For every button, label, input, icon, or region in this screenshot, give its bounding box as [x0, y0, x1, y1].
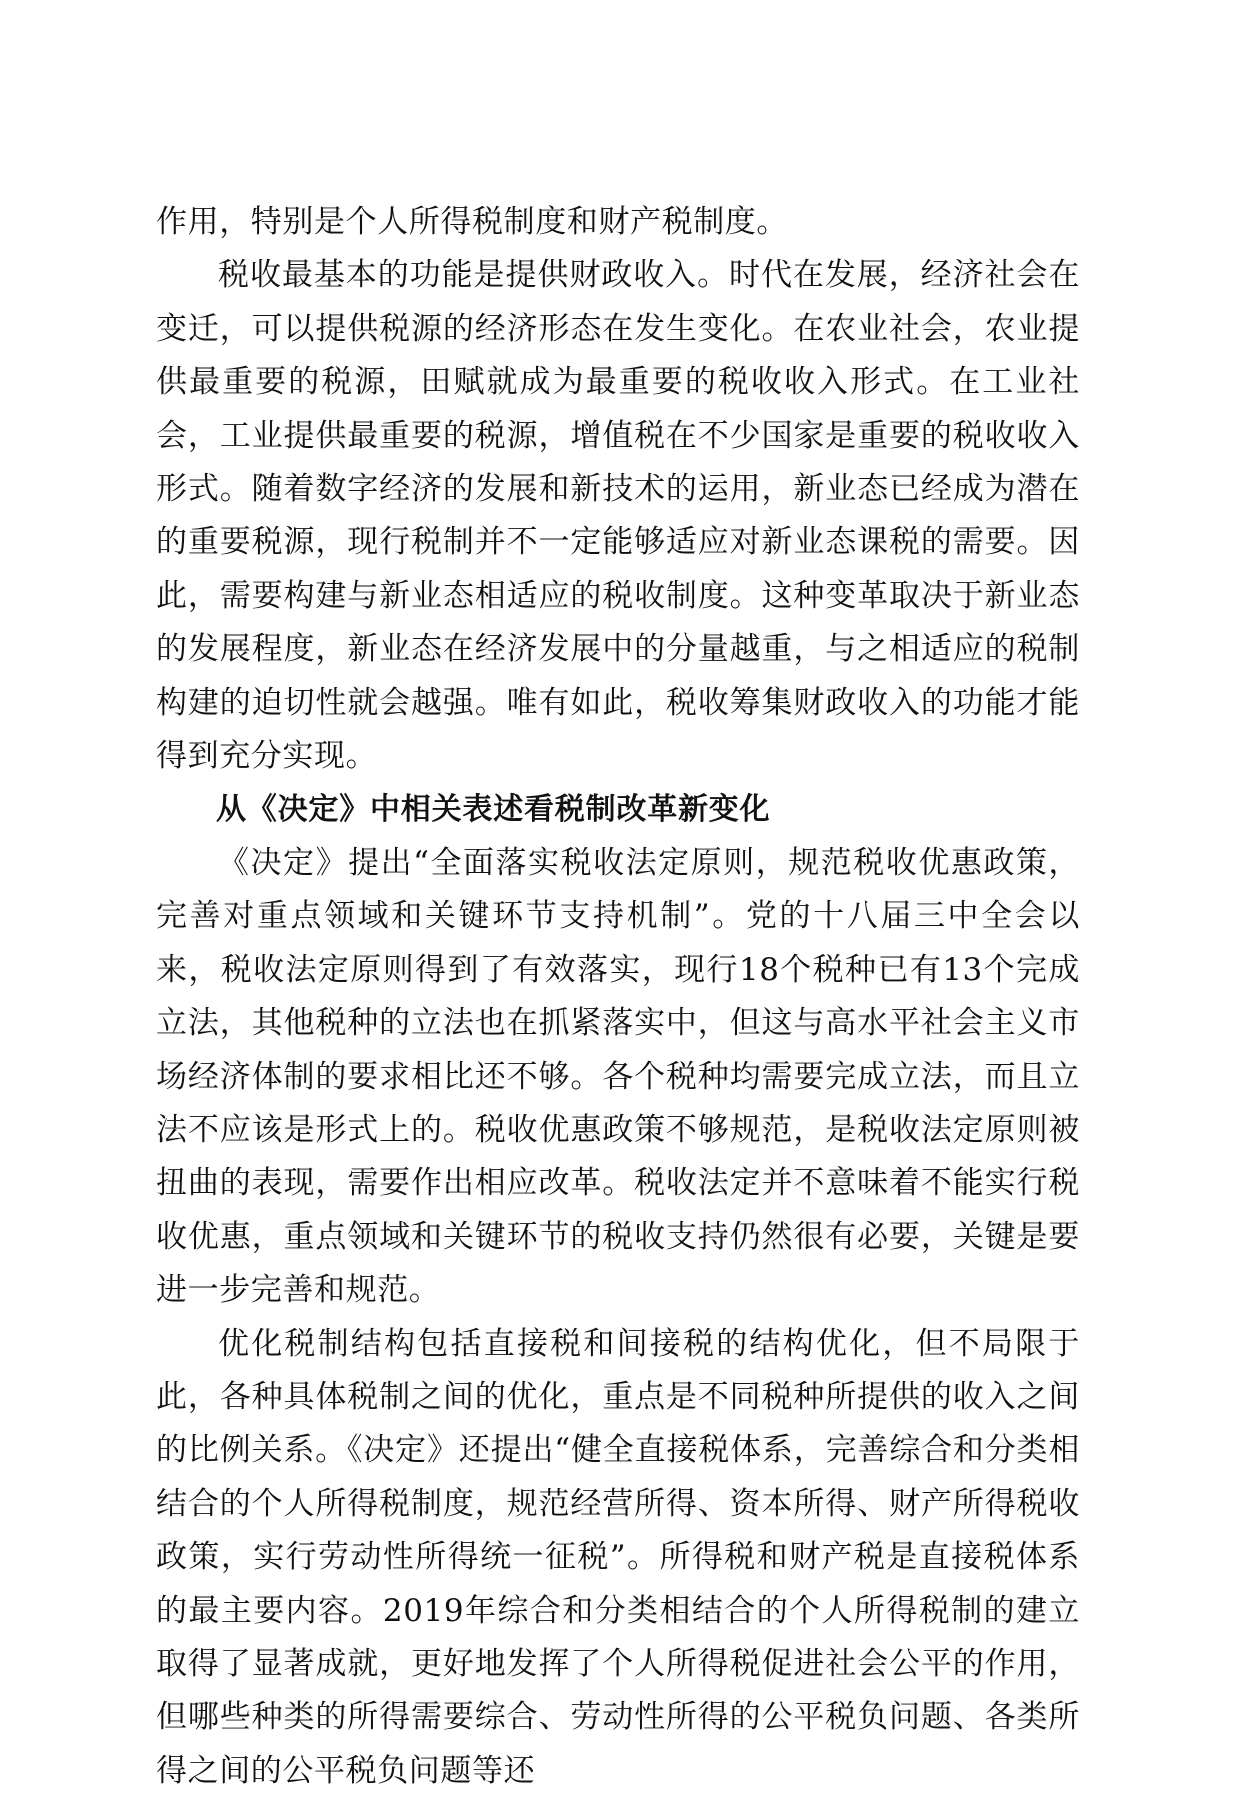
article-body: [156, 196, 1080, 1798]
paragraph-tax-structure: 优化税制结构包括直接税和间接税的结构优化，但不局限于此，各种具体税制之间的优化，重点是不同税种所提供的收入之间的比例关系。《决定》还提出“健全直接税体系，完善综合和分类相结合的个人所得税制度，规范经营所得、资本所得、财产所得税收政策，实行劳动性所得统一征税”。所得税和财产税是直接税体系的最主要内容。2019年综合和分类相结合的个人所得税制的建立取得了显著成就，更好地发挥了个人所得税促进社会公平的作用，但哪些种类的所得需要综合、劳动性所得的公平税负问题、各类所得之间的公平税负问题等还: [156, 1325, 1080, 1789]
paragraph-tax-legality: 《决定》提出“全面落实税收法定原则，规范税收优惠政策，完善对重点领域和关键环节支持机制”。党的十八届三中全会以来，税收法定原则得到了有效落实，现行18个税种已有13个完成立法，其他税种的立法也在抓紧落实中，但这与高水平社会主义市场经济体制的要求相比还不够。各个税种均需要完成立法，而且立法不应该是形式上的。税收优惠政策不够规范，是税收法定原则被扭曲的表现，需要作出相应改革。税收法定并不意味着不能实行税收优惠，重点领域和关键环节的税收支持仍然很有必要，关键是要进一步完善和规范。: [156, 844, 1080, 1309]
paragraph-continuation: 作用，特别是个人所得税制度和财产税制度。: [156, 204, 788, 240]
section-heading: 从《决定》中相关表述看税制改革新变化: [216, 792, 771, 828]
paragraph-tax-revenue-function: 税收最基本的功能是提供财政收入。时代在发展，经济社会在变迁，可以提供税源的经济形态在发生变化。在农业社会，农业提供最重要的税源，田赋就成为最重要的税收收入形式。在工业社会，工业提供最重要的税源，增值税在不少国家是重要的税收收入形式。随着数字经济的发展和新技术的运用，新业态已经成为潜在的重要税源，现行税制并不一定能够适应对新业态课税的需要。因此，需要构建与新业态相适应的税收制度。这种变革取决于新业态的发展程度，新业态在经济发展中的分量越重，与之相适应的税制构建的迫切性就会越强。唯有如此，税收筹集财政收入的功能才能得到充分实现。: [156, 257, 1080, 775]
